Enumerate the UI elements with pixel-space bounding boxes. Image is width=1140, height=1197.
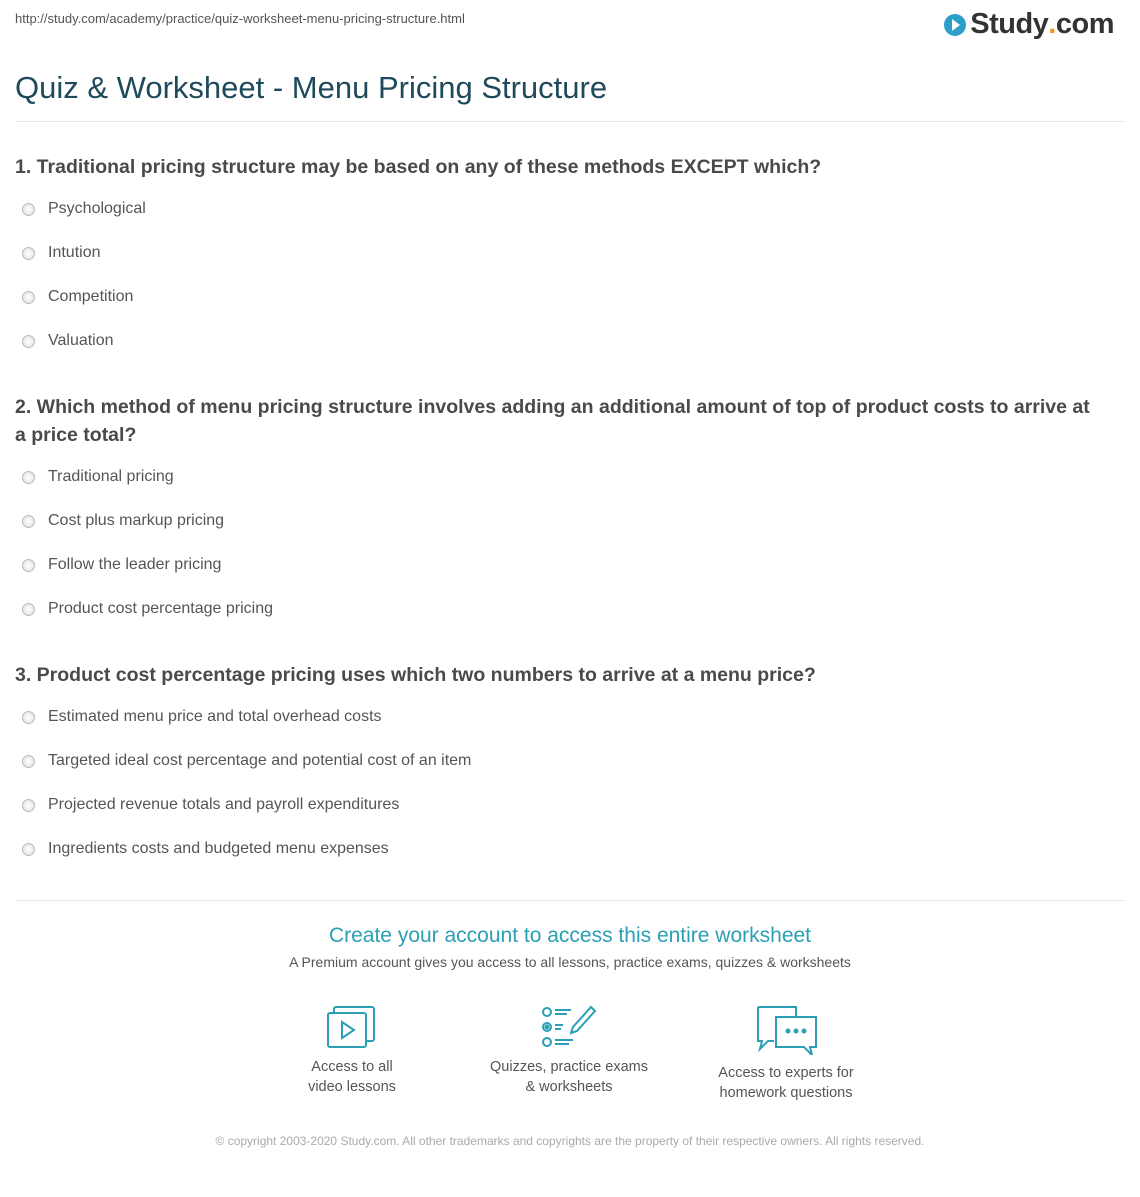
feature-label: homework questions [719,1085,853,1101]
study-logo[interactable] [944,8,1114,41]
option[interactable] [22,708,382,726]
option[interactable] [22,200,146,218]
option-label: Psychological [48,200,146,217]
option[interactable] [22,512,224,530]
radio-button[interactable] [22,335,35,348]
cta-subtitle: A Premium account gives you access to all lessons, practice exams, quizzes & worksheets [289,954,851,970]
play-logo-icon [944,14,966,36]
option-label: Projected revenue totals and payroll expenditures [48,796,400,813]
option[interactable] [22,600,273,618]
divider [15,900,1125,901]
option-label: Valuation [48,332,114,349]
chat-bubbles-icon [754,1005,818,1055]
quiz-checklist-icon [541,1005,597,1049]
option-label: Estimated menu price and total overhead costs [48,708,382,725]
logo-tld: com [1055,8,1114,40]
question-3: 3. Product cost percentage pricing uses which two numbers to arrive at a menu price? [15,664,816,686]
logo-name: Study [970,8,1049,40]
option-label: Intution [48,244,101,261]
feature-label: Quizzes, practice exams [490,1059,648,1075]
radio-button[interactable] [22,471,35,484]
option-label: Traditional pricing [48,468,174,485]
copyright: © copyright 2003-2020 Study.com. All other trademarks and copyrights are the property of their respective owners. All rights reserved. [215,1134,925,1148]
radio-button[interactable] [22,559,35,572]
page-title: Quiz & Worksheet - Menu Pricing Structure [15,70,608,105]
option[interactable] [22,288,133,306]
option[interactable] [22,468,174,486]
question-2: 2. Which method of menu pricing structure involves adding an additional amount of top of product costs to arrive at a price total? [15,396,1090,446]
divider [15,121,1125,122]
feature-label: video lessons [308,1079,396,1095]
option-label: Cost plus markup pricing [48,512,225,529]
option[interactable] [22,556,221,574]
radio-button[interactable] [22,603,35,616]
option[interactable] [22,796,399,814]
feature-label: & worksheets [525,1079,613,1095]
feature-quizzes [469,1005,669,1097]
radio-button[interactable] [22,843,35,856]
logo-dot: . [1048,8,1056,40]
page-url: http://study.com/academy/practice/quiz-worksheet-menu-pricing-structure.html [15,11,465,26]
option-label: Product cost percentage pricing [48,600,274,617]
radio-button[interactable] [22,247,35,260]
option[interactable] [22,332,114,350]
radio-button[interactable] [22,755,35,768]
feature-label: Access to all [311,1059,393,1075]
option-label: Follow the leader pricing [48,556,222,573]
radio-button[interactable] [22,799,35,812]
radio-button[interactable] [22,291,35,304]
feature-label: Access to experts for [718,1065,854,1081]
radio-button[interactable] [22,203,35,216]
option[interactable] [22,244,100,262]
video-lessons-icon [326,1005,378,1049]
option-label: Targeted ideal cost percentage and potential cost of an item [48,752,472,769]
feature-experts [686,1005,886,1103]
option-label: Competition [48,288,134,305]
option[interactable] [22,752,471,770]
question-1: 1. Traditional pricing structure may be based on any of these methods EXCEPT which? [15,156,822,178]
feature-video-lessons [252,1005,452,1097]
option-label: Ingredients costs and budgeted menu expenses [48,840,389,857]
cta-title[interactable]: Create your account to access this entire worksheet [328,924,812,947]
radio-button[interactable] [22,515,35,528]
option[interactable] [22,840,389,858]
radio-button[interactable] [22,711,35,724]
